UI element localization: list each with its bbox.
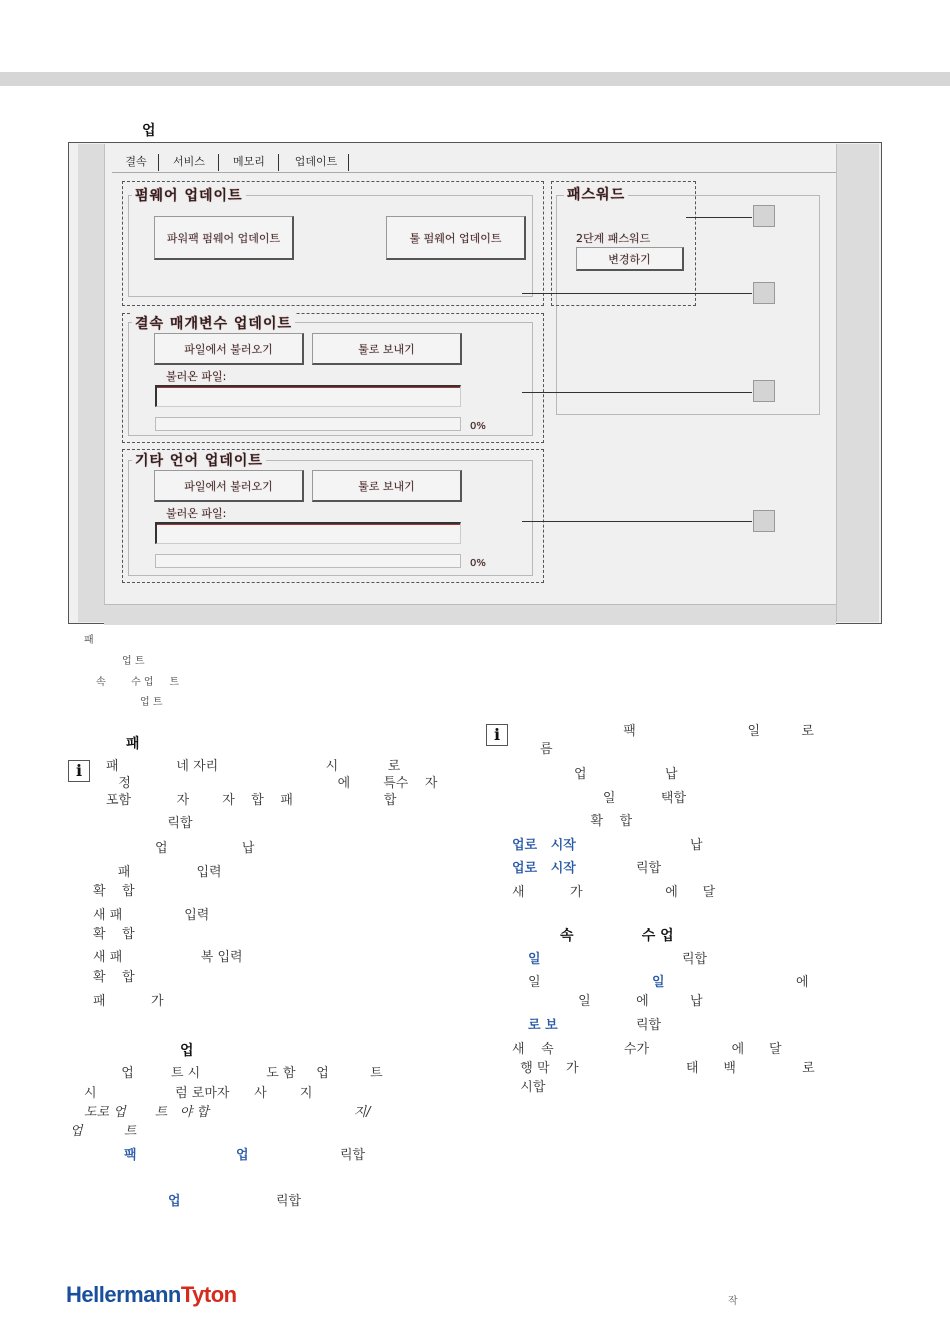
step-text: 행 막 가 태 백 로	[512, 1061, 815, 1076]
update-heading: 업	[180, 1043, 194, 1059]
dialog-left-margin	[78, 144, 105, 622]
legend-item: 패	[84, 635, 94, 646]
step-text: 일	[528, 975, 541, 990]
page-note: 작	[728, 1296, 738, 1307]
ui-ref: 업로 시작	[512, 838, 576, 853]
step-text	[236, 1144, 249, 1163]
password-title: 패스워드	[564, 184, 628, 204]
info-text: 포함 자 자 합 패 합	[106, 793, 397, 808]
step-text: 에	[796, 975, 809, 990]
step-text: 릭합	[636, 1018, 662, 1033]
ui-ref: 일	[528, 952, 541, 967]
body-text: 업 트 시 도 함 업 트	[84, 1066, 383, 1081]
param-send-to-tool-button[interactable]: 툴로 보내기	[312, 333, 462, 365]
ui-ref: 로 보	[528, 1018, 558, 1033]
info-text: 름	[540, 742, 553, 757]
tool-firmware-button[interactable]: 툴 펌웨어 업데이트	[386, 216, 526, 260]
callout-box	[753, 380, 775, 402]
legend-item: 업 트	[122, 656, 145, 667]
step-text: 시합	[512, 1080, 546, 1095]
lang-load-file-button[interactable]: 파일에서 불러오기	[154, 470, 304, 502]
step-text	[168, 1190, 181, 1209]
body-text: 업 트	[70, 1124, 137, 1139]
step-text: 릭합	[636, 861, 662, 876]
password-level-label: 2단계 패스워드	[576, 232, 651, 245]
param-loaded-file-label: 불러온 파일:	[166, 370, 227, 383]
tab-service[interactable]: 서비스	[173, 155, 205, 168]
lang-progress-bar	[155, 554, 461, 568]
callout-line	[522, 392, 752, 393]
param-loaded-file-field[interactable]	[155, 385, 461, 407]
ui-ref: 일	[652, 975, 665, 990]
step-text	[124, 1144, 137, 1163]
callout-box	[753, 205, 775, 227]
info-text: 정 에 특수 자	[106, 776, 438, 791]
param-progress-bar	[155, 417, 461, 431]
callout-line	[686, 217, 752, 218]
tab-separator	[348, 154, 349, 171]
header-band	[0, 72, 950, 86]
param-title: 결속 매개변수 업데이트	[132, 313, 295, 333]
tab-separator	[158, 154, 159, 171]
lang-send-to-tool-button[interactable]: 툴로 보내기	[312, 470, 462, 502]
step-text: 새 속 수가 에 달	[512, 1042, 782, 1057]
callout-box	[753, 510, 775, 532]
change-password-button[interactable]: 변경하기	[576, 247, 684, 271]
callout-line	[522, 293, 752, 294]
callout-box	[753, 282, 775, 304]
step-text: 새 가 에 달	[512, 885, 716, 900]
dialog-right-margin	[836, 144, 879, 622]
section-title: 업	[142, 123, 156, 139]
step-text: 일 택합	[512, 791, 687, 806]
tab-binding[interactable]: 결속	[125, 155, 147, 168]
tab-separator	[218, 154, 219, 171]
body-text: 도로 업 트 야 합 지/	[84, 1105, 371, 1120]
step-text: 릭합	[276, 1194, 302, 1209]
step-text: 업 납	[512, 767, 678, 782]
step-text: 확 합	[512, 814, 633, 829]
step-text: 릭합	[93, 816, 193, 831]
lang-loaded-file-label: 불러온 파일:	[166, 507, 227, 520]
step-text: 확 합	[93, 970, 135, 985]
tab-update[interactable]: 업데이트	[288, 152, 344, 173]
legend-item: 속 수 업 트	[96, 677, 180, 688]
step-text: 릭합	[682, 952, 708, 967]
tab-baseline	[112, 172, 836, 173]
logo-text-part2: Tyton	[180, 1282, 237, 1307]
info-text: 팩 일 로	[520, 724, 814, 739]
tab-separator	[278, 154, 279, 171]
step-text: 확 합	[93, 927, 135, 942]
firmware-title: 펌웨어 업데이트	[132, 185, 246, 205]
param-heading: 속 수 업	[560, 928, 674, 944]
step-text: 납	[690, 838, 703, 853]
lang-loaded-file-field[interactable]	[155, 522, 461, 544]
info-icon: i	[68, 760, 90, 782]
info-icon: i	[486, 724, 508, 746]
ui-ref: 업	[236, 1148, 249, 1163]
logo-text-part1: Hellermann	[66, 1282, 181, 1307]
ui-ref: 업	[168, 1194, 181, 1209]
body-text: 시 럼 로마자 사 지	[84, 1086, 313, 1101]
lang-title: 기타 언어 업데이트	[132, 450, 266, 470]
callout-line	[522, 521, 752, 522]
param-progress-text: 0%	[470, 421, 486, 432]
password-heading: 패	[126, 736, 140, 752]
step-text: 릭합	[340, 1148, 366, 1163]
ui-ref: 업로 시작	[512, 861, 576, 876]
step-text: 확 합	[93, 884, 135, 899]
dialog-bottom-margin	[104, 604, 836, 625]
powerpack-firmware-button[interactable]: 파워팩 펌웨어 업데이트	[154, 216, 294, 260]
step-text: 패 입력	[93, 865, 222, 880]
param-load-file-button[interactable]: 파일에서 불러오기	[154, 333, 304, 365]
tab-memory[interactable]: 메모리	[233, 155, 265, 168]
lang-progress-text: 0%	[470, 558, 486, 569]
ui-ref: 팩	[124, 1148, 137, 1163]
step-text: 일 에 납	[512, 994, 703, 1009]
step-text: 패 가	[93, 994, 164, 1009]
info-text: 패 네 자리 시 로	[106, 759, 401, 774]
legend-item: 업 트	[140, 697, 163, 708]
step-text: 새 패 입력	[93, 908, 210, 923]
company-logo	[66, 1282, 237, 1308]
step-text: 새 패 복 입력	[93, 950, 243, 965]
step-text: 업 납	[93, 841, 255, 856]
